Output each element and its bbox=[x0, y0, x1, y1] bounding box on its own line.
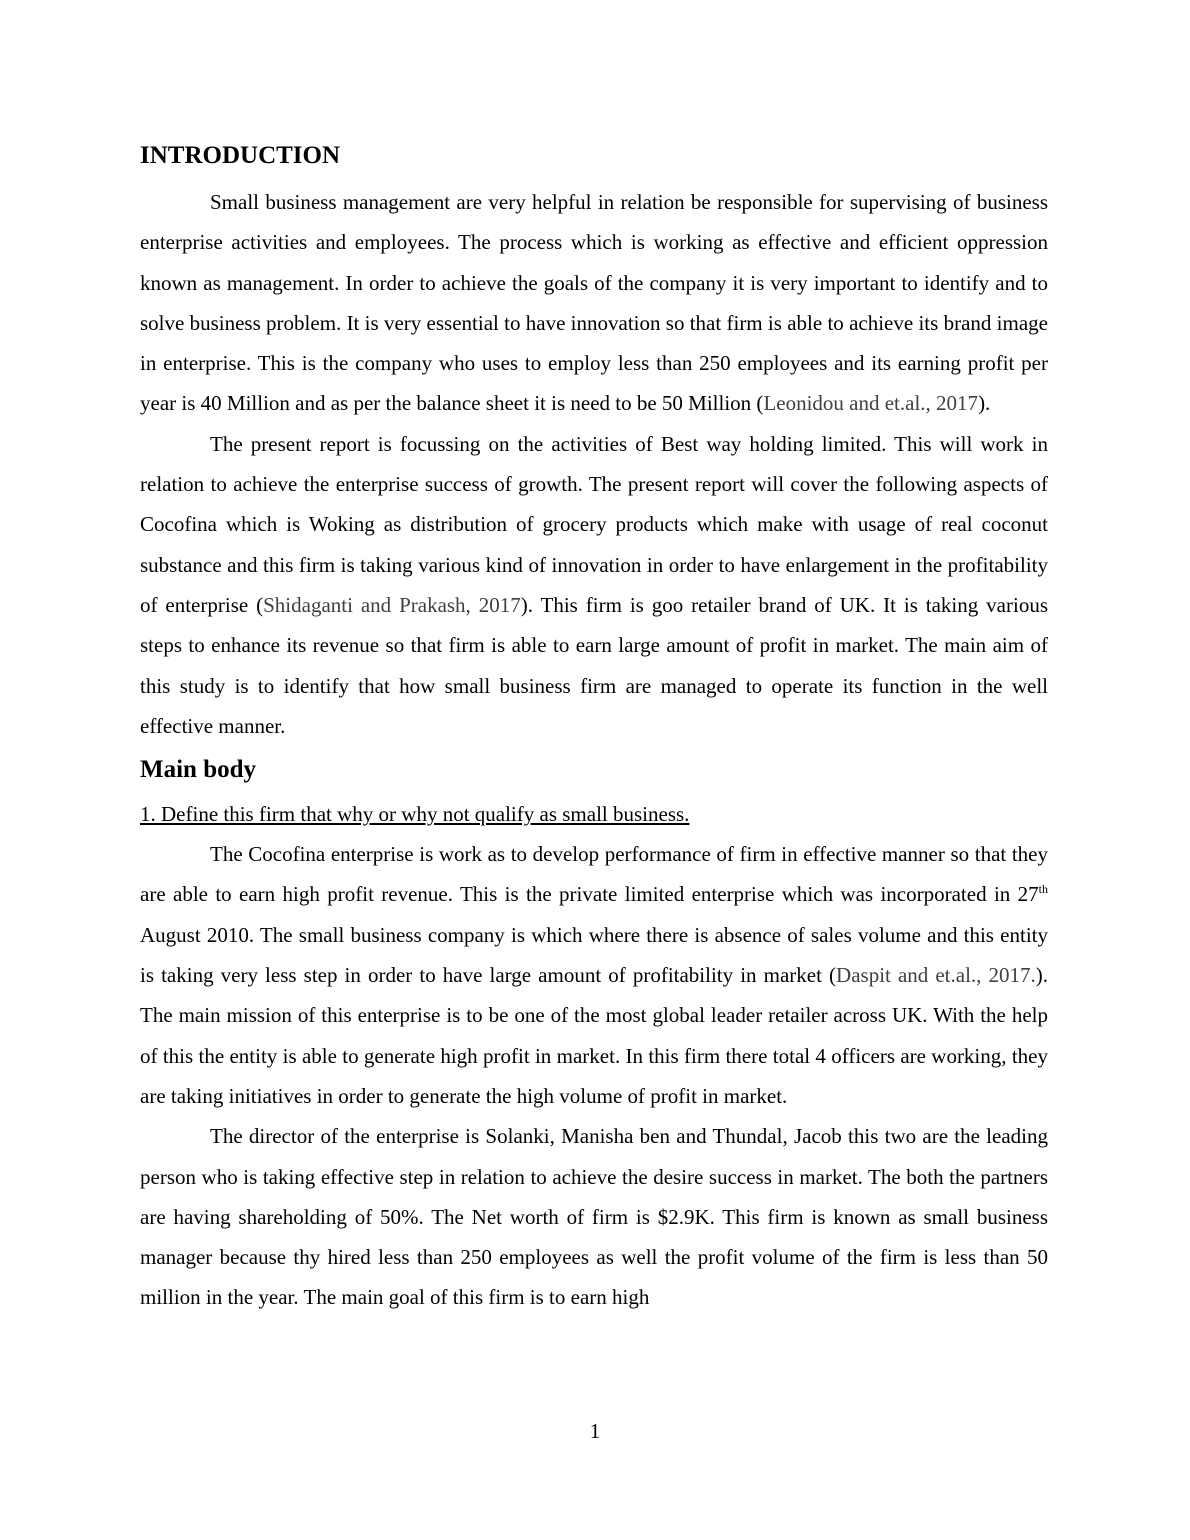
intro-paragraph-1-text: Small business management are very helpful in relation be responsible for supervising of business enterprise activities and employees. The process which is working as effective and efficient oppression known as management. In order to achieve the goals of the company it is very important to identify and to solve business problem. It is very essential to have innovation so that firm is able to achieve its brand image in enterprise. This is the company who uses to employ less than 250 employees and its earning profit per year is 40 Million and as per the balance sheet it is need to be 50 Million ( bbox=[140, 190, 1048, 416]
main-paragraph-1-tail: ). The main mission of this enterprise is to be one of the most global leader retailer across UK. With the help of this the entity is able to generate high profit in market. In this firm there total 4 officers are working, they are taking initiatives in order to generate the high volume of profit in market. bbox=[140, 963, 1048, 1108]
question-1-subheading: 1. Define this firm that why or why not qualify as small business. bbox=[140, 802, 690, 827]
intro-paragraph-1-tail: ). bbox=[978, 391, 991, 416]
page-number: 1 bbox=[589, 1419, 601, 1443]
main-paragraph-1-text-a: The Cocofina enterprise is work as to develop performance of firm in effective manner so that they are able to earn high profit revenue. This is the private limited enterprise which was incorporated in 27 bbox=[140, 842, 1048, 907]
intro-paragraph-2-tail: ). This firm is goo retailer brand of UK. It is taking various steps to enhance its revenue so that firm is able to earn large amount of profit in market. The main aim of this study is to identify that how small business firm are managed to operate its function in the well effective manner. bbox=[140, 592, 1048, 738]
main-paragraph-2: The director of the enterprise is Solanki, Manisha ben and Thundal, Jacob this two are the leading person who is taking effective step in relation to achieve the desire success in market. The both the partners are having shareholding of 50%. The Net worth of firm is $2.9K. This firm is known as small business manager because thy hired less than 250 employees as well the profit volume of the firm is less than 50 million in the year. The main goal of this firm is to earn high bbox=[140, 1124, 1048, 1310]
introduction-heading: INTRODUCTION bbox=[140, 142, 341, 169]
main-body-heading: Main body bbox=[140, 756, 257, 784]
intro-paragraph-1 bbox=[140, 182, 1048, 424]
intro-paragraph-2-text: The present report is focussing on the activities of Best way holding limited. This will work in relation to achieve the enterprise success of growth. The present report will cover the following aspects of Cocofina which is Woking as distribution of grocery products which make with usage of real coconut substance and this firm is taking various kind of innovation in order to have enlargement in the profitability of enterprise ( bbox=[140, 431, 1048, 617]
document-page bbox=[140, 138, 1048, 1318]
citation-leonidou: Leonidou and et.al., 2017 bbox=[763, 391, 979, 416]
citation-daspit: Daspit and et.al., 2017. bbox=[836, 963, 1036, 988]
intro-paragraph-2 bbox=[140, 424, 1048, 746]
ordinal-suffix: th bbox=[1038, 882, 1048, 897]
citation-shidaganti: Shidaganti and Prakash, 2017 bbox=[263, 592, 521, 617]
main-paragraph-1 bbox=[140, 834, 1048, 1116]
main-paragraph-1-text-b: August 2010. The small business company is which where there is absence of sales volume and this entity is taking very less step in order to have large amount of profitability in market ( bbox=[140, 922, 1048, 988]
